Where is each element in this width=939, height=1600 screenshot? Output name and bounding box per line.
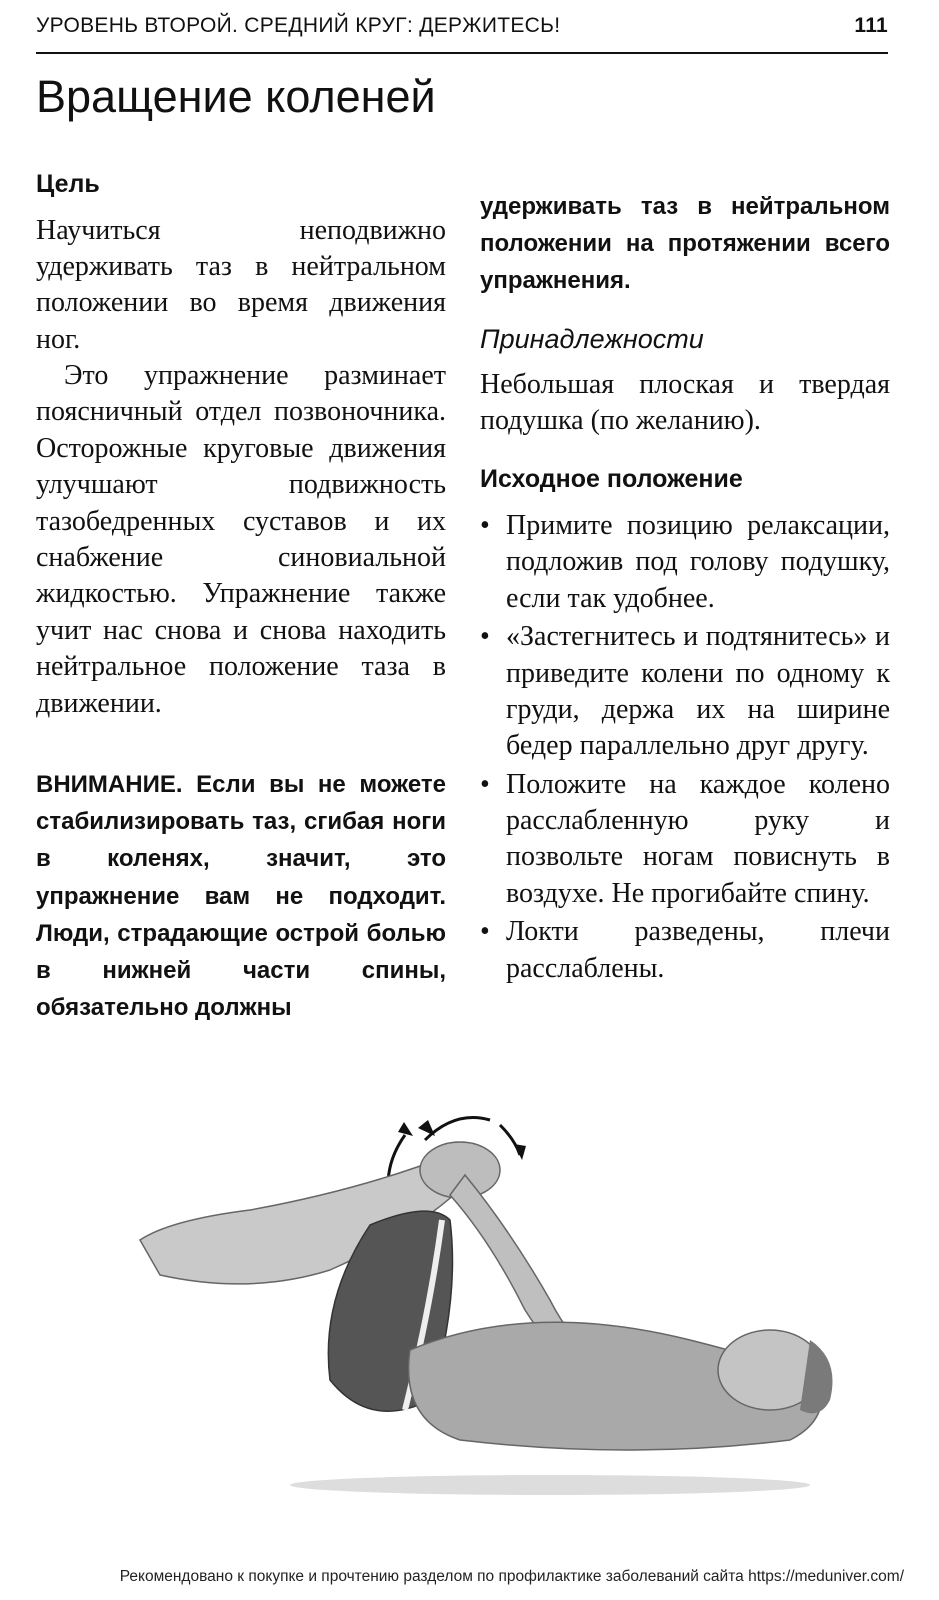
left-column (36, 168, 446, 1026)
goal-heading: Цель (36, 170, 100, 198)
page-title: Вращение коленей (36, 71, 436, 122)
list-item (480, 619, 890, 765)
description-paragraph: Это упражнение разминает поясничный отдел позвоночника. Осторожные круговые движения улучшают подвижность тазобедренных суставов и их снабжение синовиальной жидкостью. Упражнение также учит нас снова и снова находить нейтральное положение таза в движении. (36, 360, 446, 719)
bullet-icon: • (480, 509, 490, 541)
list-item (480, 914, 890, 987)
list-item (480, 508, 890, 617)
warning-text: ВНИМАНИЕ. Если вы не можете стабилизировать таз, сгибая ноги в коленях, значит, это упражнение вам не подходит. Люди, страдающие острой болью в нижней части спины, обязательно должны (36, 770, 446, 1022)
exercise-illustration (130, 1100, 850, 1500)
bullet-icon: • (480, 768, 490, 800)
right-column (480, 188, 890, 989)
list-item-text: Локти разведены, плечи расслаблены. (506, 916, 890, 984)
start-position-heading: Исходное положение (480, 465, 743, 494)
warning-continuation: удерживать таз в нейтральном положении на протяжении всего упражнения. (480, 193, 890, 295)
equipment-text: Небольшая плоская и твердая подушка (по желанию). (480, 368, 890, 437)
footer-note: Рекомендовано к покупке и прочтению разделом по профилактике заболеваний сайта https://meduniver.com/ (119, 1568, 904, 1585)
list-item (480, 767, 890, 913)
list-item-text: Примите позицию релаксации, подложив под голову подушку, если так удобнее. (506, 509, 890, 614)
list-item-text: «Застегнитесь и подтянитесь» и приведите колени по одному к груди, держа их на ширине бедер параллельно друг другу. (506, 621, 890, 762)
bullet-icon: • (480, 621, 490, 653)
goal-text: Научиться неподвижно удерживать таз в нейтральном положении во время движения ног. (36, 214, 446, 355)
page-number: 111 (854, 14, 888, 37)
running-head (36, 14, 888, 38)
header-rule (36, 52, 888, 54)
knee-circles-figure (130, 1100, 850, 1500)
floor-shadow (290, 1475, 810, 1495)
list-item-text: Положите на каждое колено расслабленную руку и позвольте ногам повиснуть в воздухе. Не прогибайте спину. (506, 768, 890, 909)
bullet-icon: • (480, 916, 490, 948)
start-position-list (480, 508, 890, 987)
running-head-title: УРОВЕНЬ ВТОРОЙ. СРЕДНИЙ КРУГ: ДЕРЖИТЕСЬ! (36, 14, 561, 37)
equipment-heading: Принадлежности (480, 323, 704, 354)
